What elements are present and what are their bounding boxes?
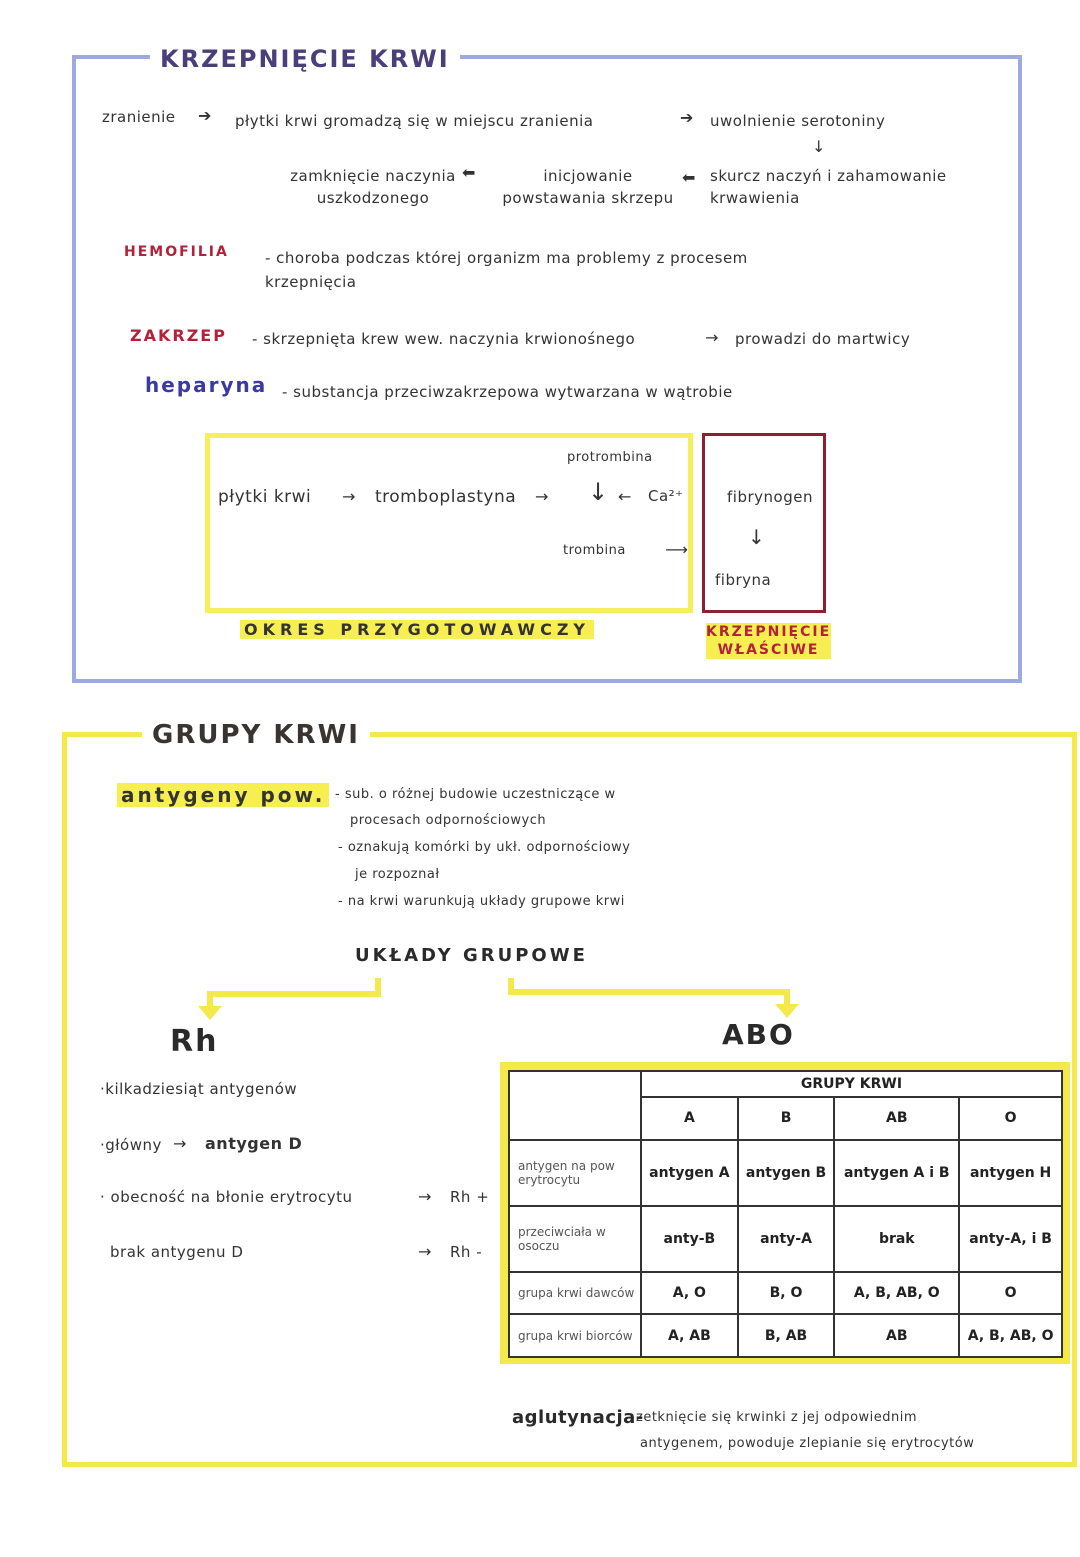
table-cell: B, AB bbox=[738, 1314, 835, 1357]
abo-table-title: GRUPY KRWI bbox=[641, 1071, 1062, 1097]
flow-step-skurcz: skurcz naczyń i zahamowanie krwawienia bbox=[710, 167, 947, 207]
diagram-calcium: Ca²⁺ bbox=[648, 487, 684, 505]
arrow-right-icon: → bbox=[342, 487, 356, 506]
table-cell: anty-A bbox=[738, 1206, 835, 1272]
flow-step-zamkniecie: zamknięcie naczynia uszkodzonego bbox=[290, 167, 456, 207]
group-systems-title: UKŁADY GRUPOWE bbox=[355, 945, 588, 966]
rh-line-4b: Rh - bbox=[450, 1243, 483, 1261]
diagram-fibryna: fibryna bbox=[715, 571, 772, 589]
arrow-left-icon: ← bbox=[618, 487, 632, 506]
arrow-right-icon: ➔ bbox=[680, 108, 694, 127]
zakrzep-result: prowadzi do martwicy bbox=[735, 330, 911, 348]
flow-step-zranienie: zranienie bbox=[102, 108, 176, 126]
arrow-right-icon: → bbox=[418, 1242, 432, 1261]
table-cell: anty-A, i B bbox=[959, 1206, 1062, 1272]
clotting-phase-label bbox=[706, 623, 831, 659]
arrow-left-icon: ⬅ bbox=[682, 168, 696, 187]
diagram-plytki: płytki krwi bbox=[218, 487, 312, 507]
table-cell: AB bbox=[834, 1314, 959, 1357]
aglutynacja-term: aglutynacja- bbox=[512, 1407, 644, 1428]
clotting-section-title: KRZEPNIĘCIE KRWI bbox=[150, 45, 460, 73]
flow-step-serotonina: uwolnienie serotoniny bbox=[710, 112, 886, 130]
arrow-left-icon: ⬅ bbox=[462, 163, 476, 182]
abo-table-highlight bbox=[500, 1062, 1070, 1364]
arrow-down-icon: ↓ bbox=[812, 137, 826, 156]
zakrzep-definition: - skrzepnięta krew wew. naczynia krwionośnego bbox=[252, 330, 636, 348]
arrow-right-icon: → bbox=[705, 328, 719, 347]
antigens-line-5: - na krwi warunkują układy grupowe krwi bbox=[338, 894, 625, 909]
row-label-przeciwciala: przeciwciała w osoczu bbox=[509, 1206, 641, 1272]
diagram-fibrynogen: fibrynogen bbox=[727, 488, 813, 506]
antigens-line-3: - oznakują komórki by ukł. odpornościowy bbox=[338, 840, 631, 855]
rh-line-1: ·kilkadziesiąt antygenów bbox=[100, 1080, 298, 1098]
table-row bbox=[509, 1314, 1062, 1357]
table-cell: A, O bbox=[641, 1272, 738, 1315]
table-cell: A, AB bbox=[641, 1314, 738, 1357]
table-cell: B, O bbox=[738, 1272, 835, 1315]
abo-table bbox=[508, 1070, 1063, 1358]
antigens-term: antygeny pow. bbox=[117, 783, 329, 807]
abo-title: ABO bbox=[722, 1018, 795, 1051]
rh-line-4a: brak antygenu D bbox=[110, 1243, 244, 1261]
row-label-dawcy: grupa krwi dawców bbox=[509, 1272, 641, 1315]
column-header-o: O bbox=[959, 1097, 1062, 1140]
rh-line-3a: · obecność na błonie erytrocytu bbox=[100, 1188, 353, 1206]
flow-step-plytki: płytki krwi gromadzą się w miejscu zranienia bbox=[235, 112, 594, 130]
right-branch-arrow-icon bbox=[505, 972, 805, 1022]
arrow-right-icon: → bbox=[173, 1134, 187, 1153]
table-cell: anty-B bbox=[641, 1206, 738, 1272]
table-cell: A, B, AB, O bbox=[959, 1314, 1062, 1357]
diagram-tromboplastyna: tromboplastyna bbox=[375, 487, 517, 507]
table-cell: antygen A bbox=[641, 1140, 738, 1206]
column-header-ab: AB bbox=[834, 1097, 959, 1140]
arrow-right-icon: ⟶ bbox=[665, 540, 688, 559]
diagram-protrombina: protrombina bbox=[567, 450, 653, 465]
aglutynacja-line-2: antygenem, powoduje zlepianie się erytrocytów bbox=[640, 1436, 975, 1451]
aglutynacja-line-1: zetknięcie się krwinki z jej odpowiednim bbox=[636, 1410, 918, 1425]
antigens-line-4: je rozpoznał bbox=[355, 867, 440, 882]
diagram-trombina: trombina bbox=[563, 543, 626, 558]
table-cell: antygen A i B bbox=[834, 1140, 959, 1206]
table-row bbox=[509, 1140, 1062, 1206]
arrow-right-icon: → bbox=[535, 487, 549, 506]
rh-line-3b: Rh + bbox=[450, 1188, 490, 1206]
flow-step-inicjowanie: inicjowanie powstawania skrzepu bbox=[502, 167, 674, 207]
table-corner-cell bbox=[509, 1071, 641, 1140]
left-branch-arrow-icon bbox=[190, 972, 390, 1022]
rh-line-2b: antygen D bbox=[205, 1134, 303, 1153]
heparyna-definition: - substancja przeciwzakrzepowa wytwarzana w wątrobie bbox=[282, 383, 733, 401]
column-header-b: B bbox=[738, 1097, 835, 1140]
arrow-down-icon: ↓ bbox=[588, 478, 609, 506]
heparyna-term: heparyna bbox=[145, 373, 268, 397]
rh-title: Rh bbox=[170, 1024, 219, 1059]
preparatory-phase-label: OKRES PRZYGOTOWAWCZY bbox=[240, 620, 594, 639]
row-label-antygen: antygen na pow erytrocytu bbox=[509, 1140, 641, 1206]
table-cell: brak bbox=[834, 1206, 959, 1272]
arrow-right-icon: → bbox=[418, 1187, 432, 1206]
hemofilia-definition: - choroba podczas której organizm ma problemy z procesem krzepnięcia bbox=[265, 249, 748, 291]
antigens-line-1: - sub. o różnej budowie uczestniczące w bbox=[335, 787, 616, 802]
rh-line-2a: ·główny bbox=[100, 1136, 162, 1154]
clotting-phase-label-line2: WŁAŚCIWE bbox=[717, 642, 820, 658]
table-row bbox=[509, 1206, 1062, 1272]
table-cell: antygen B bbox=[738, 1140, 835, 1206]
zakrzep-term: ZAKRZEP bbox=[130, 326, 227, 345]
antigens-line-2: procesach odpornościowych bbox=[350, 813, 547, 828]
table-cell: O bbox=[959, 1272, 1062, 1315]
arrow-down-icon: ↓ bbox=[748, 525, 765, 549]
blood-groups-section-title: GRUPY KRWI bbox=[142, 720, 370, 750]
column-header-a: A bbox=[641, 1097, 738, 1140]
arrow-right-icon: ➔ bbox=[198, 106, 212, 125]
clotting-phase-label-line1: KRZEPNIĘCIE bbox=[706, 624, 832, 640]
table-row bbox=[509, 1272, 1062, 1315]
table-cell: A, B, AB, O bbox=[834, 1272, 959, 1315]
table-row bbox=[509, 1071, 1062, 1097]
hemofilia-term: HEMOFILIA bbox=[124, 244, 229, 260]
table-cell: antygen H bbox=[959, 1140, 1062, 1206]
row-label-biorcy: grupa krwi biorców bbox=[509, 1314, 641, 1357]
